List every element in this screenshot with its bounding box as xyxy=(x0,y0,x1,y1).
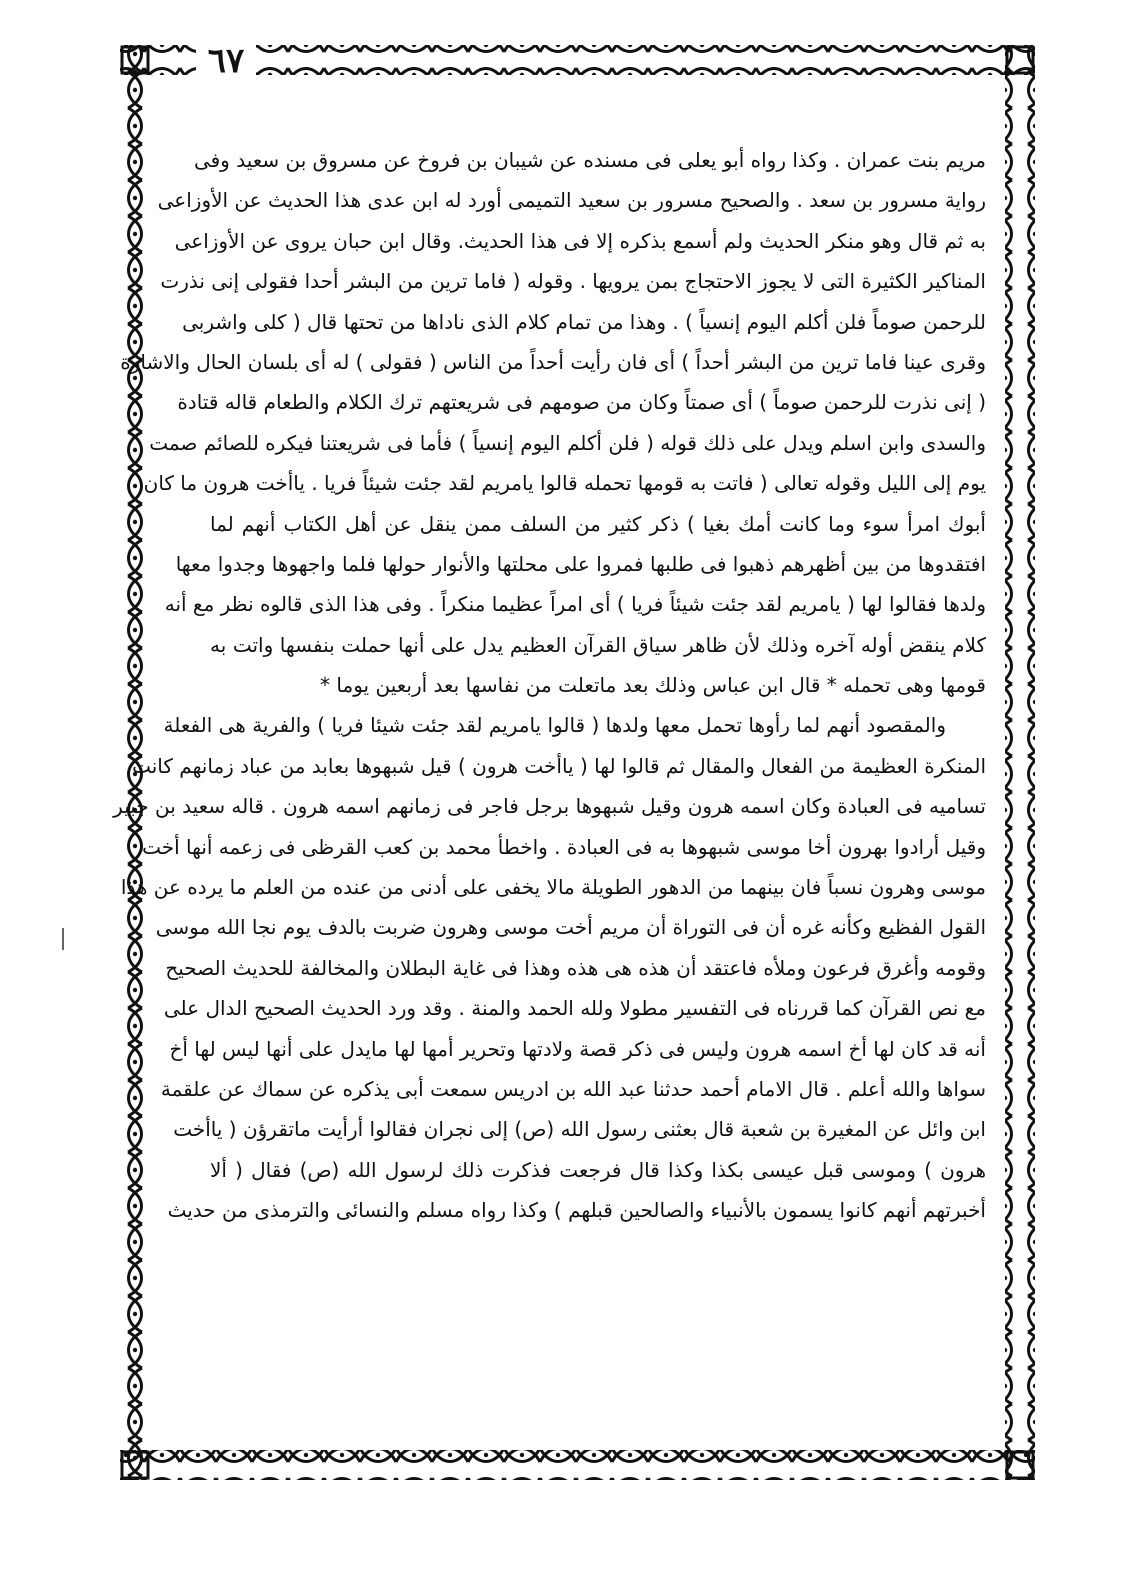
text-line: والمقصود أنهم لما رأوها تحمل معها ولدها ( قالوا يامريم لقد جئت شيئا فريا ) والفرية هى الفعلة xyxy=(163,713,946,738)
text-line: رواية مسرور بن سعد . والصحيح مسرور بن سعيد التميمى أورد له ابن عدى هذا الحديث عن الأوزاعى xyxy=(157,188,986,213)
margin-mark xyxy=(62,928,64,950)
text-line: سواها والله أعلم . قال الامام أحمد حدثنا عبد الله بن ادريس سمعت أبى يذكره عن سماك عن علقمة xyxy=(160,1076,986,1101)
body-text xyxy=(113,140,986,1231)
text-line: القول الفظيع وكأنه غره أن فى التوراة أن مريم أخت موسى وهرون ضربت بالدف يوم نجا الله موسى xyxy=(155,915,986,940)
text-line: قومها وهى تحمله * قال ابن عباس وذلك بعد ماتعلت من نفاسها بعد أربعين يوما * xyxy=(320,673,986,698)
text-line: مع نص القرآن كما قررناه فى التفسير مطولا ولله الحمد والمنة . وقد ورد الحديث الصحيح الدال على xyxy=(163,996,986,1021)
text-line: يوم إلى الليل وقوله تعالى ( فاتت به قومها تحمله قالوا يامريم لقد جئت شيئاً فريا . ياأخت هرون ما كان xyxy=(143,471,986,496)
text-line: ولدها فقالوا لها ( يامريم لقد جئت شيئاً فريا ) أى امراً عظيما منكراً . وفى هذا الذى قالوه نظر مع أنه xyxy=(164,592,986,617)
text-line: ( إنى نذرت للرحمن صوماً ) أى صمتاً وكان من صومهم فى شريعتهم ترك الكلام والطعام قاله قتادة xyxy=(177,390,986,415)
text-line: وقومه وأغرق فرعون وملأه فاعتقد أن هذه هى هذه وهذا فى غاية البطلان والمخالفة للحديث الصحيح xyxy=(165,955,986,980)
text-line: أنه قد كان لها أخ اسمه هرون وليس فى ذكر قصة ولادتها وتحرير أمها لها مايدل على أنها ليس لها أخ xyxy=(169,1036,986,1061)
text-line: وقيل أرادوا بهرون أخا موسى شبهوها به فى العبادة . واخطأ محمد بن كعب القرظى فى زعمه أنها أخت xyxy=(142,834,986,859)
text-line: أبوك امرأ سوء وما كانت أمك بغيا ) ذكر كثير من السلف ممن ينقل عن أهل الكتاب أنهم لما xyxy=(210,511,986,536)
text-line: مريم بنت عمران . وكذا رواه أبو يعلى فى مسنده عن شيبان بن فروخ عن مسروق بن سعيد وفى xyxy=(193,148,986,172)
text-line: موسى وهرون نسباً فان بينهما من الدهور الطويلة مالا يخفى على أدنى من عنده من العلم ما يرده عن هذا xyxy=(120,875,986,900)
text-line: وقرى عينا فاما ترين من البشر أحداً ) أى فان رأيت أحداً من الناس ( فقولى ) له أى بلسان الحال والاشارة xyxy=(120,349,986,374)
text-line: تساميه فى العبادة وكان اسمه هرون وقيل شبهوها برجل فاجر فى زمانهم اسمه هرون . قاله سعيد بن جبير xyxy=(113,794,986,819)
text-line: والسدى وابن اسلم ويدل على ذلك قوله ( فلن أكلم اليوم إنسياً ) فأما فى شريعتنا فيكره للصائم صمت xyxy=(149,430,986,455)
text-line: افتقدوها من بين أظهرهم ذهبوا فى طلبها فمروا على محلتها والأنوار حولها فلما واجهوها وجدوا معها xyxy=(175,551,986,576)
text-line: كلام ينقض أوله آخره وذلك لأن ظاهر سياق القرآن العظيم يدل على أنها حملت بنفسها واتت به xyxy=(210,632,986,657)
text-line: ابن وائل عن المغيرة بن شعبة قال بعثنى رسول الله (ص) إلى نجران فقالوا أرأيت ماتقرؤن ( ياأخت xyxy=(173,1117,986,1142)
text-line: المناكير الكثيرة التى لا يجوز الاحتجاج بمن يرويها . وقوله ( فاما ترين من البشر أحدا فقولى إنى نذرت xyxy=(160,269,986,294)
text-line: أخبرتهم أنهم كانوا يسمون بالأنبياء والصالحين قبلهم ) وكذا رواه مسلم والنسائى والترمذى من حديث xyxy=(167,1198,986,1223)
text-line: للرحمن صوماً فلن أكلم اليوم إنسياً ) . وهذا من تمام كلام الذى ناداها من تحتها قال ( كلى واشربى xyxy=(182,309,986,334)
text-line: هرون ) وموسى قبل عيسى بكذا وكذا قال فرجعت فذكرت ذلك لرسول الله (ص) فقال ( ألا xyxy=(210,1157,986,1182)
page-number: ٦٧ xyxy=(196,36,256,86)
text-line: المنكرة العظيمة من الفعال والمقال ثم قالوا لها ( ياأخت هرون ) قيل شبهوها بعابد من عباد زمانهم كانت xyxy=(132,753,986,778)
text-line: به ثم قال وهو منكر الحديث ولم أسمع بذكره إلا فى هذا الحديث. وقال ابن حبان يروى عن الأوزاعى xyxy=(174,228,986,253)
